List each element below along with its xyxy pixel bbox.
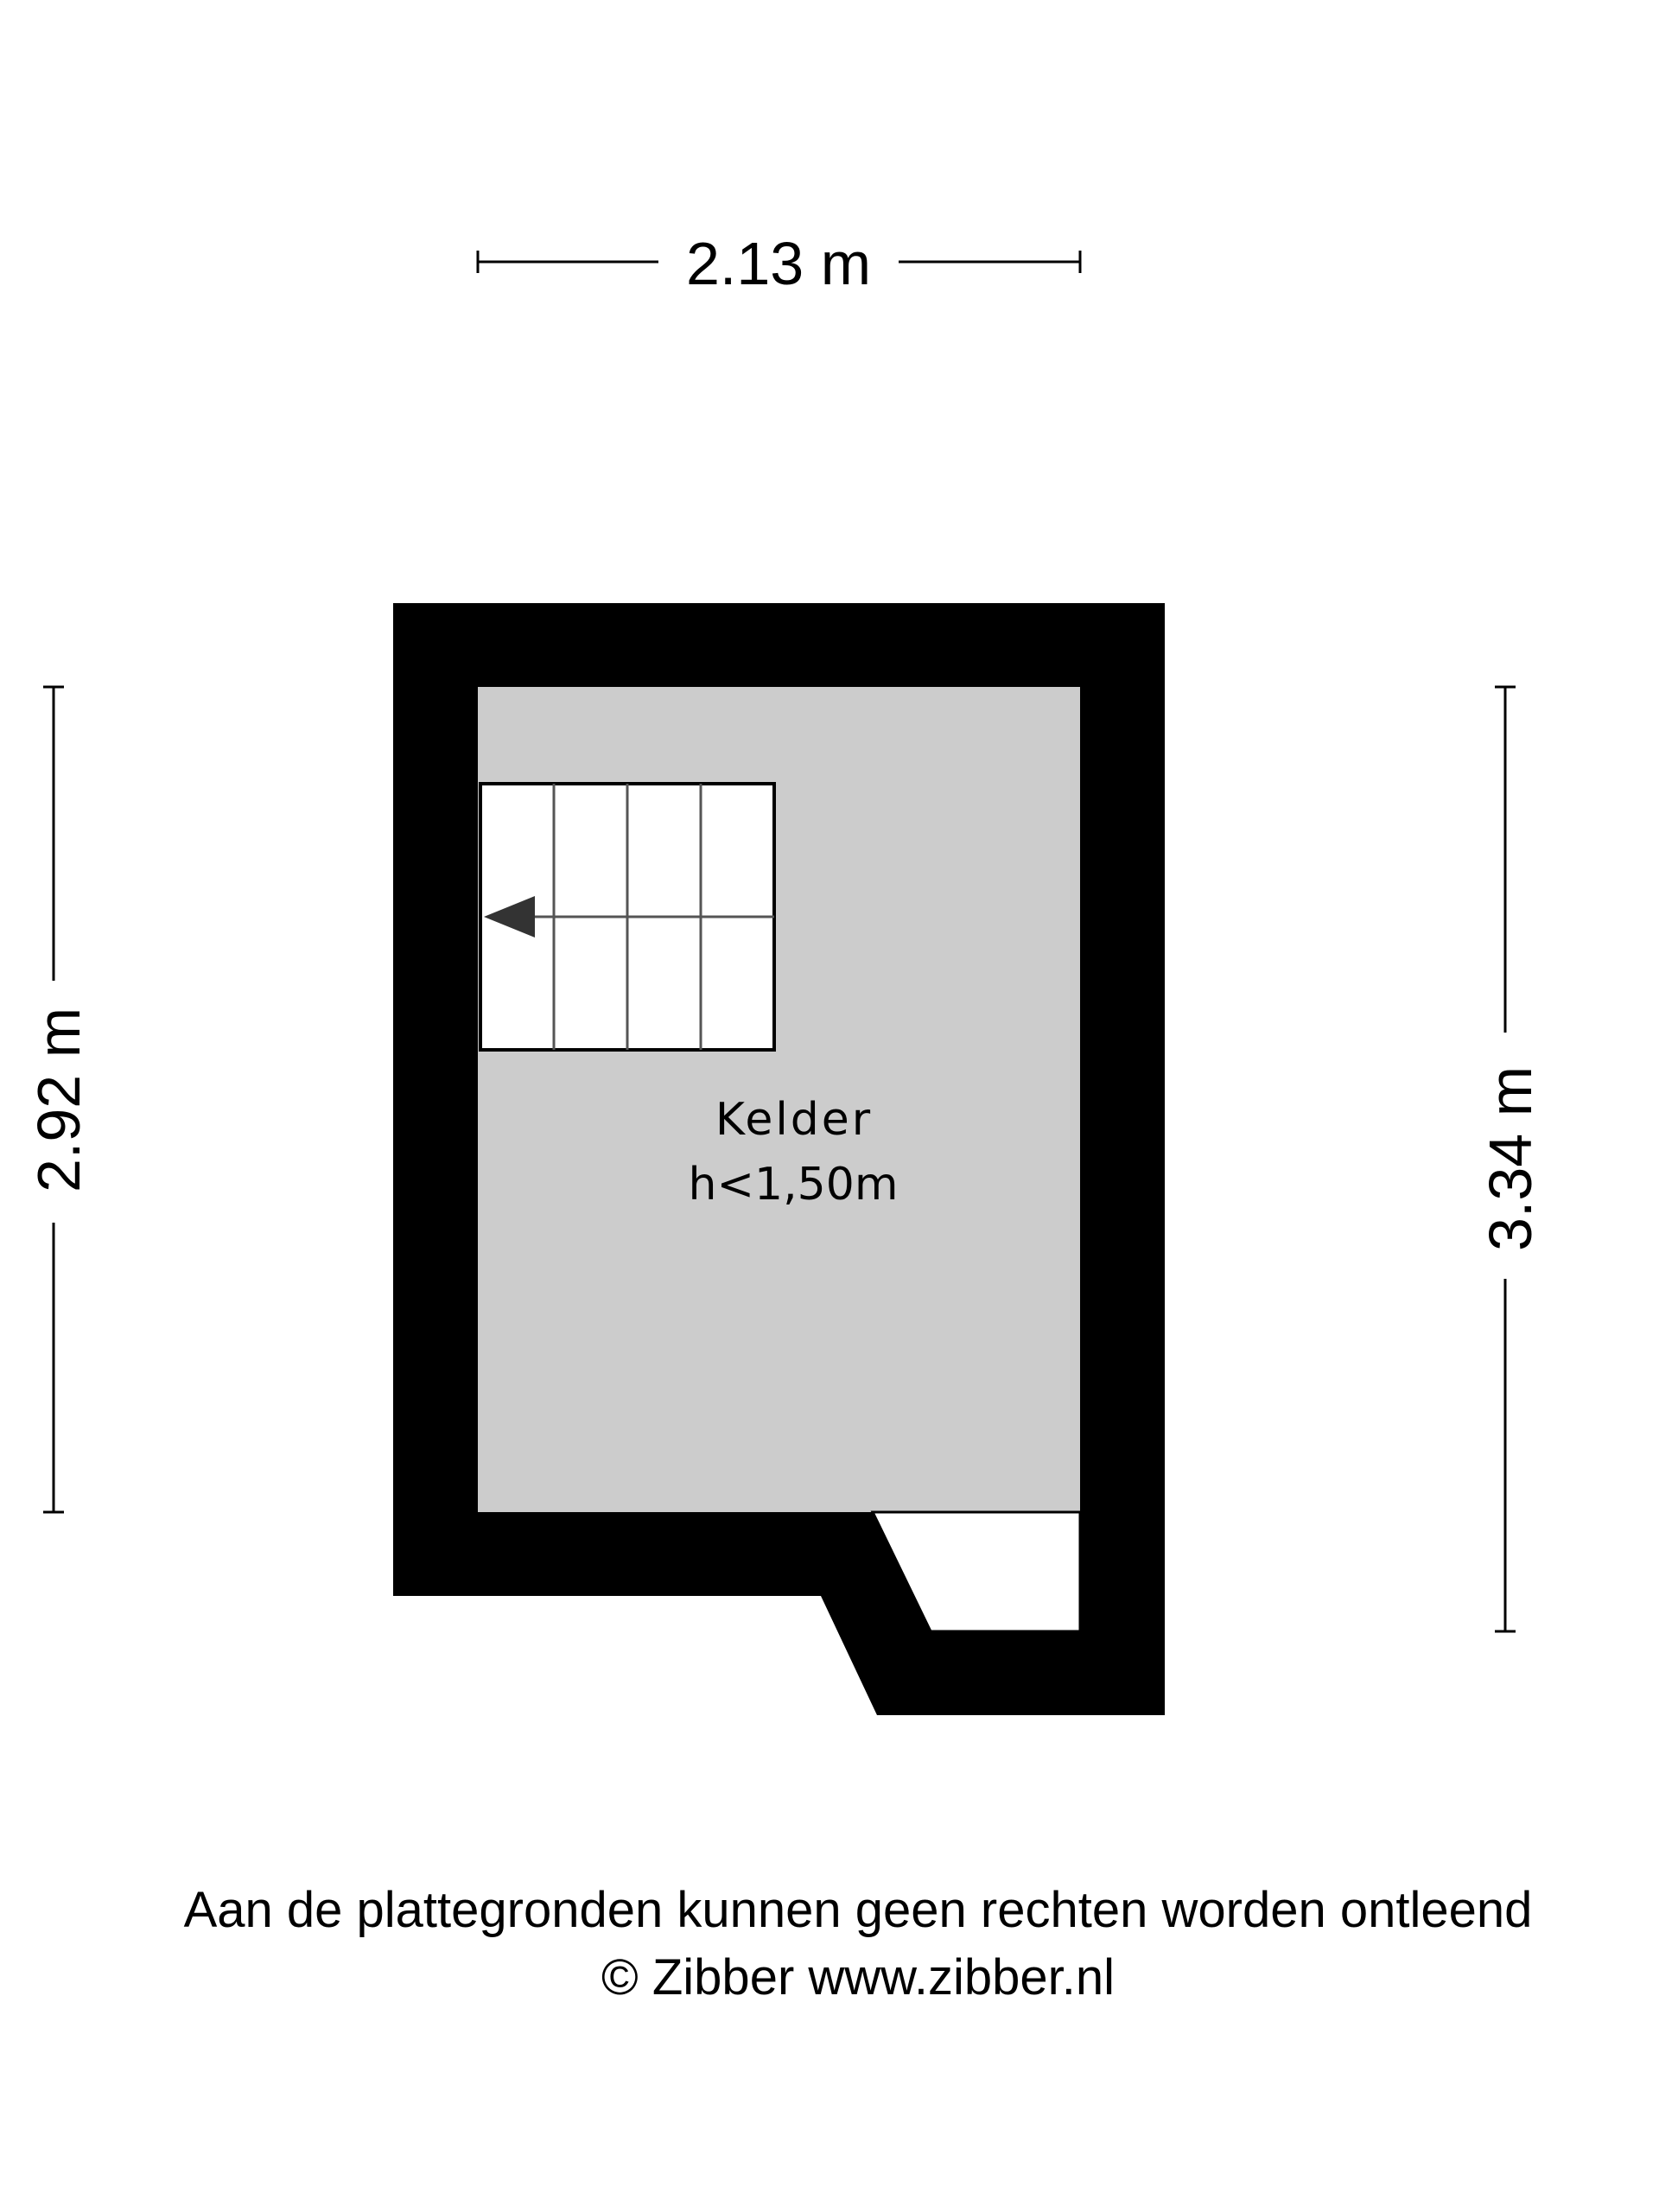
room-height-note: h<1,50m [688, 1159, 899, 1211]
dimension-left [25, 687, 92, 1512]
dimension-left-label: 2.92 m [25, 1007, 92, 1192]
staircase [480, 784, 774, 1050]
dimension-right-label: 3.34 m [1477, 1066, 1544, 1251]
dimension-right [1477, 687, 1544, 1631]
dimension-top [478, 230, 1080, 297]
room-name: Kelder [715, 1094, 874, 1146]
dimension-top-label: 2.13 m [686, 230, 871, 297]
disclaimer-text: Aan de plattegronden kunnen geen rechten worden ontleend [183, 1882, 1533, 1938]
copyright-text: © Zibber www.zibber.nl [601, 1949, 1115, 2005]
